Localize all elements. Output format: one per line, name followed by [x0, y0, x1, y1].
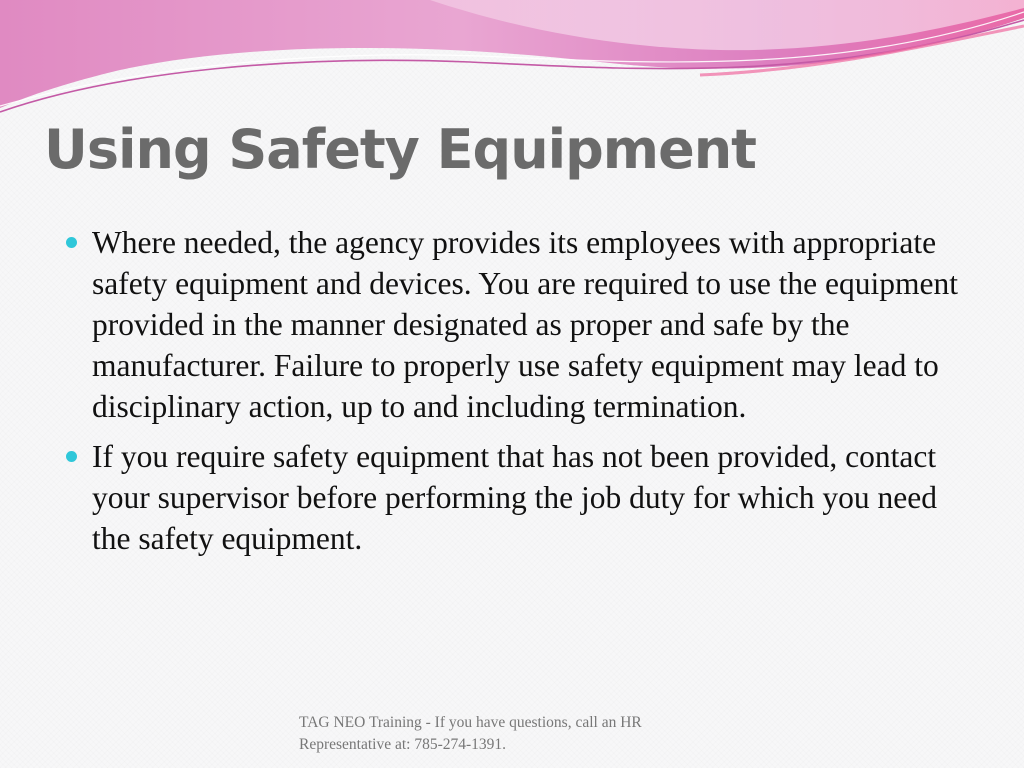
slide-footer: TAG NEO Training - If you have questions, call an HR Representative at: 785-274-1391. — [299, 714, 642, 753]
slide-title: Using Safety Equipment — [44, 118, 756, 181]
header-wave-decoration — [0, 0, 1024, 130]
bullet-item — [62, 222, 972, 427]
bullet-list — [62, 222, 972, 568]
bullet-dot-icon — [66, 451, 77, 462]
bullet-dot-icon — [66, 237, 77, 248]
bullet-item — [62, 436, 972, 559]
bullet-text: If you require safety equipment that has not been provided, contact your supervisor before performing the job duty for which you need the safety equipment. — [92, 439, 938, 556]
bullet-text: Where needed, the agency provides its employees with appropriate safety equipment and devices. You are required to use the equipment provided in the manner designated as proper and safe by the manufacturer. Failure to properly use safety equipment may lead to disciplinary action, up to and including termination. — [92, 225, 959, 424]
